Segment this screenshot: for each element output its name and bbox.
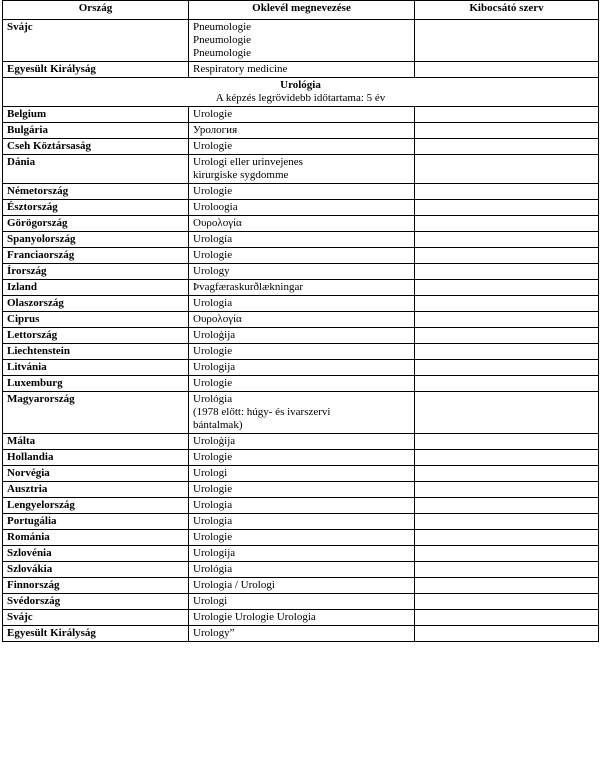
table-row — [3, 200, 599, 216]
country-cell: Belgium — [3, 107, 189, 123]
diploma-line: Pneumologie — [193, 47, 252, 59]
diploma-cell — [189, 610, 415, 626]
diploma-cell — [189, 578, 415, 594]
diploma-line: Ουρολογία — [193, 217, 242, 229]
diploma-cell — [189, 264, 415, 280]
diploma-cell — [189, 312, 415, 328]
country-cell: Franciaország — [3, 248, 189, 264]
country-cell: Svájc — [3, 20, 189, 62]
section-cell — [3, 78, 599, 107]
issuer-cell — [415, 248, 599, 264]
table-row — [3, 139, 599, 155]
issuer-cell — [415, 328, 599, 344]
country-cell: Málta — [3, 434, 189, 450]
issuer-cell — [415, 578, 599, 594]
diploma-line: Urologi — [193, 595, 228, 607]
diploma-cell — [189, 62, 415, 78]
country-cell: Cseh Köztársaság — [3, 139, 189, 155]
section-subtitle: A képzés legrövidebb időtartama: 5 év — [215, 92, 386, 104]
diploma-line: Urology” — [193, 627, 235, 639]
diploma-line: Urologie — [193, 185, 233, 197]
issuer-cell — [415, 562, 599, 578]
issuer-cell — [415, 296, 599, 312]
diploma-line: Uroloģija — [193, 329, 236, 341]
issuer-cell — [415, 546, 599, 562]
table-row — [3, 344, 599, 360]
diploma-cell — [189, 562, 415, 578]
country-cell: Németország — [3, 184, 189, 200]
table-row — [3, 123, 599, 139]
issuer-cell — [415, 264, 599, 280]
diploma-line: Urologia / Urologi — [193, 579, 275, 591]
header-issuer: Kibocsátó szerv — [415, 1, 599, 20]
diploma-line: Urológia — [193, 563, 233, 575]
diploma-cell — [189, 328, 415, 344]
diploma-line: Urologie Urologie Urologia — [193, 611, 316, 623]
issuer-cell — [415, 139, 599, 155]
issuer-cell — [415, 376, 599, 392]
country-cell: Hollandia — [3, 450, 189, 466]
table-row — [3, 328, 599, 344]
issuer-cell — [415, 200, 599, 216]
diploma-line: Urologia — [193, 499, 233, 511]
diploma-line: Урология — [193, 124, 238, 136]
table-row — [3, 232, 599, 248]
country-cell: Litvánia — [3, 360, 189, 376]
issuer-cell — [415, 626, 599, 642]
diploma-cell — [189, 392, 415, 434]
table-row — [3, 248, 599, 264]
table-row — [3, 498, 599, 514]
country-cell: Románia — [3, 530, 189, 546]
diploma-line: Urologie — [193, 140, 233, 152]
diploma-cell — [189, 514, 415, 530]
diploma-cell — [189, 232, 415, 248]
country-cell: Ausztria — [3, 482, 189, 498]
diploma-cell — [189, 296, 415, 312]
qualifications-table — [2, 0, 599, 642]
diploma-cell — [189, 482, 415, 498]
table-row — [3, 578, 599, 594]
diploma-cell — [189, 530, 415, 546]
country-cell: Izland — [3, 280, 189, 296]
table-row — [3, 216, 599, 232]
country-cell: Ciprus — [3, 312, 189, 328]
table-row — [3, 514, 599, 530]
country-cell: Portugália — [3, 514, 189, 530]
table-row — [3, 264, 599, 280]
country-cell: Lengyelország — [3, 498, 189, 514]
issuer-cell — [415, 392, 599, 434]
country-cell: Bulgária — [3, 123, 189, 139]
table-row — [3, 155, 599, 184]
country-cell: Szlovénia — [3, 546, 189, 562]
issuer-cell — [415, 530, 599, 546]
issuer-cell — [415, 62, 599, 78]
table-row — [3, 312, 599, 328]
table-row — [3, 184, 599, 200]
diploma-line: Urologi — [193, 467, 228, 479]
table-row — [3, 107, 599, 123]
country-cell: Szlovákia — [3, 562, 189, 578]
country-cell: Egyesült Királyság — [3, 626, 189, 642]
country-cell: Svájc — [3, 610, 189, 626]
diploma-line: Urologia — [193, 515, 233, 527]
diploma-line: Urologia — [193, 297, 233, 309]
diploma-cell — [189, 216, 415, 232]
section-row — [3, 78, 599, 107]
country-cell: Görögország — [3, 216, 189, 232]
table-row — [3, 376, 599, 392]
table-row — [3, 62, 599, 78]
issuer-cell — [415, 344, 599, 360]
diploma-cell — [189, 466, 415, 482]
table-row — [3, 20, 599, 62]
table-row — [3, 594, 599, 610]
country-cell: Spanyolország — [3, 232, 189, 248]
diploma-line: Respiratory medicine — [193, 63, 288, 75]
table-row — [3, 466, 599, 482]
issuer-cell — [415, 184, 599, 200]
country-cell: Magyarország — [3, 392, 189, 434]
table-row — [3, 546, 599, 562]
table-row — [3, 450, 599, 466]
table-row — [3, 562, 599, 578]
diploma-line: Urologie — [193, 531, 233, 543]
issuer-cell — [415, 466, 599, 482]
country-cell: Észtország — [3, 200, 189, 216]
table-row — [3, 530, 599, 546]
header-diploma: Oklevél megnevezése — [189, 1, 415, 20]
table-row — [3, 482, 599, 498]
diploma-cell — [189, 498, 415, 514]
issuer-cell — [415, 123, 599, 139]
diploma-line: Urologie — [193, 377, 233, 389]
issuer-cell — [415, 482, 599, 498]
table-row — [3, 610, 599, 626]
diploma-cell — [189, 184, 415, 200]
diploma-line: Urologija — [193, 361, 236, 373]
section-title: Urológia — [280, 79, 321, 91]
diploma-cell — [189, 107, 415, 123]
diploma-line: Pneumologie — [193, 21, 252, 33]
issuer-cell — [415, 20, 599, 62]
table-row — [3, 434, 599, 450]
country-cell: Írország — [3, 264, 189, 280]
diploma-cell — [189, 248, 415, 264]
diploma-line: Urologie — [193, 345, 233, 357]
diploma-cell — [189, 280, 415, 296]
issuer-cell — [415, 610, 599, 626]
issuer-cell — [415, 360, 599, 376]
diploma-cell — [189, 200, 415, 216]
country-cell: Norvégia — [3, 466, 189, 482]
issuer-cell — [415, 498, 599, 514]
diploma-line: Urológia — [193, 393, 233, 405]
country-cell: Finnország — [3, 578, 189, 594]
issuer-cell — [415, 312, 599, 328]
country-cell: Lettország — [3, 328, 189, 344]
diploma-cell — [189, 546, 415, 562]
diploma-cell — [189, 626, 415, 642]
diploma-cell — [189, 139, 415, 155]
header-row — [3, 1, 599, 20]
header-country: Ország — [3, 1, 189, 20]
issuer-cell — [415, 280, 599, 296]
issuer-cell — [415, 216, 599, 232]
issuer-cell — [415, 594, 599, 610]
diploma-cell — [189, 434, 415, 450]
diploma-line: Urologi eller urinvejenes — [193, 156, 303, 168]
country-cell: Dánia — [3, 155, 189, 184]
diploma-line: Uroloogia — [193, 201, 238, 213]
diploma-line: Urology — [193, 265, 230, 277]
issuer-cell — [415, 155, 599, 184]
issuer-cell — [415, 107, 599, 123]
issuer-cell — [415, 434, 599, 450]
table-row — [3, 280, 599, 296]
country-cell: Liechtenstein — [3, 344, 189, 360]
diploma-cell — [189, 360, 415, 376]
diploma-line: Uroloġija — [193, 435, 236, 447]
diploma-line: Urologie — [193, 451, 233, 463]
table-row — [3, 626, 599, 642]
diploma-line: Pneumologie — [193, 34, 252, 46]
diploma-line: Urologie — [193, 483, 233, 495]
diploma-line: Urologie — [193, 249, 233, 261]
issuer-cell — [415, 514, 599, 530]
table-row — [3, 296, 599, 312]
diploma-cell — [189, 376, 415, 392]
issuer-cell — [415, 450, 599, 466]
table-row — [3, 360, 599, 376]
diploma-line: Urologija — [193, 547, 236, 559]
diploma-line: Ουρολογία — [193, 313, 242, 325]
country-cell: Luxemburg — [3, 376, 189, 392]
diploma-cell — [189, 123, 415, 139]
diploma-cell — [189, 594, 415, 610]
diploma-line: Urología — [193, 233, 233, 245]
diploma-cell — [189, 344, 415, 360]
diploma-line: Þvagfæraskurðlækningar — [193, 281, 303, 293]
country-cell: Svédország — [3, 594, 189, 610]
diploma-line: bántalmak) — [193, 419, 243, 431]
diploma-cell — [189, 20, 415, 62]
diploma-line: Urologie — [193, 108, 233, 120]
country-cell: Olaszország — [3, 296, 189, 312]
diploma-line: kirurgiske sygdomme — [193, 169, 289, 181]
diploma-line: (1978 előtt: húgy- és ivarszervi — [193, 406, 331, 418]
diploma-cell — [189, 450, 415, 466]
diploma-cell — [189, 155, 415, 184]
issuer-cell — [415, 232, 599, 248]
country-cell: Egyesült Királyság — [3, 62, 189, 78]
table-row — [3, 392, 599, 434]
